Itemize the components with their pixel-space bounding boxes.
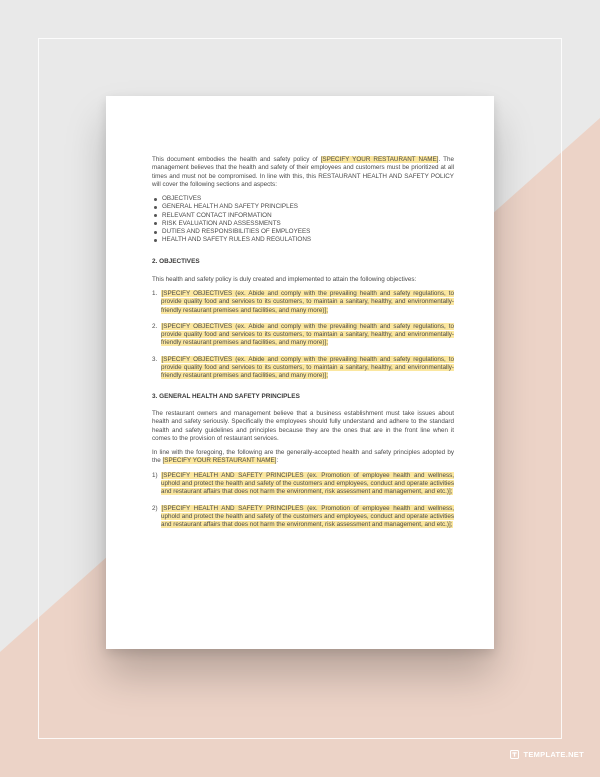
watermark-text: TEMPLATE.NET bbox=[523, 750, 584, 759]
item-number: 1. bbox=[152, 290, 158, 297]
sections-list bbox=[152, 195, 454, 244]
item-number: 3. bbox=[152, 355, 158, 363]
document-page bbox=[106, 96, 494, 649]
principles-list bbox=[152, 472, 454, 530]
objective-placeholder: [SPECIFY OBJECTIVES (ex. Abide and comply with the prevailing health and safety regulations, to provide quality food and services to its customers, to maintain a sanitary, healthy, and environmentally-friendly restaurant premises and facilities, and many more)]; bbox=[161, 322, 454, 347]
item-number: 2. bbox=[152, 322, 158, 330]
section-2-heading: 2. OBJECTIVES bbox=[152, 258, 200, 266]
list-item: GENERAL HEALTH AND SAFETY PRINCIPLES bbox=[154, 203, 454, 211]
section-3-heading: 3. GENERAL HEALTH AND SAFETY PRINCIPLES bbox=[152, 392, 300, 400]
objectives-list bbox=[152, 290, 454, 381]
restaurant-name-placeholder: [SPECIFY YOUR RESTAURANT NAME] bbox=[320, 156, 439, 163]
principle-item bbox=[152, 505, 454, 530]
intro-paragraph: This document embodies the health and safety policy of [SPECIFY YOUR RESTAURANT NAME]. The management believes that the health and safety of their employees and customers must be prioritized at all times and must not be compromised. In line with this, this RESTAURANT HEALTH AND SAFETY POLICY will cover the following sections and aspects: bbox=[152, 156, 454, 188]
item-number: 1) bbox=[152, 471, 158, 479]
principles-paragraph-1: The restaurant owners and management believe that a business establishment must take issues about health and safety seriously. Specifically the employees should fully understand and adhere to the standard health and safety guidelines and principles because they are the ones that are in the front line when it comes to the provision of restaurant services. bbox=[152, 409, 454, 442]
objective-placeholder: [SPECIFY OBJECTIVES (ex. Abide and comply with the prevailing health and safety regulations, to provide quality food and services to its customers, to maintain a sanitary, healthy, and environmentally-friendly restaurant premises and facilities, and many more)]; bbox=[161, 290, 454, 314]
list-item: HEALTH AND SAFETY RULES AND REGULATIONS bbox=[154, 236, 454, 244]
list-item: DUTIES AND RESPONSIBILITIES OF EMPLOYEES bbox=[154, 228, 454, 236]
item-number: 2) bbox=[152, 504, 158, 512]
list-item: OBJECTIVES bbox=[154, 195, 454, 203]
principle-placeholder: [SPECIFY HEALTH AND SAFETY PRINCIPLES (ex. Promotion of employee health and wellness, uphold and protect the health and safety of the customers and employees, conduct and operate activities and restaurant affairs that does not harm the environment, risk assessment and management, and etc.)]; bbox=[161, 504, 454, 529]
objectives-intro: This health and safety policy is duly created and implemented to attain the following objectives: bbox=[152, 275, 417, 283]
template-net-watermark bbox=[510, 750, 584, 759]
objective-placeholder: [SPECIFY OBJECTIVES (ex. Abide and comply with the prevailing health and safety regulations, to provide quality food and services to its customers, to maintain a sanitary, healthy, and environmentally-friendly restaurant premises and facilities, and many more)]; bbox=[161, 355, 454, 380]
objective-item bbox=[152, 356, 454, 381]
template-logo-icon bbox=[510, 750, 519, 759]
objective-item bbox=[152, 290, 454, 315]
list-item: RELEVANT CONTACT INFORMATION bbox=[154, 212, 454, 220]
objective-item bbox=[152, 323, 454, 348]
principle-item bbox=[152, 472, 454, 497]
principles-paragraph-2: In line with the foregoing, the following are the generally-accepted health and safety principles adopted by the [SPECIFY YOUR RESTAURANT NAME]: bbox=[152, 449, 454, 465]
restaurant-name-placeholder: [SPECIFY YOUR RESTAURANT NAME] bbox=[162, 457, 277, 465]
principle-placeholder: [SPECIFY HEALTH AND SAFETY PRINCIPLES (ex. Promotion of employee health and wellness, uphold and protect the health and safety of the customers and employees, conduct and operate activities and restaurant affairs that does not harm the environment, risk assessment and management, and etc.)]; bbox=[161, 471, 454, 496]
list-item: RISK EVALUATION AND ASSESSMENTS bbox=[154, 220, 454, 228]
